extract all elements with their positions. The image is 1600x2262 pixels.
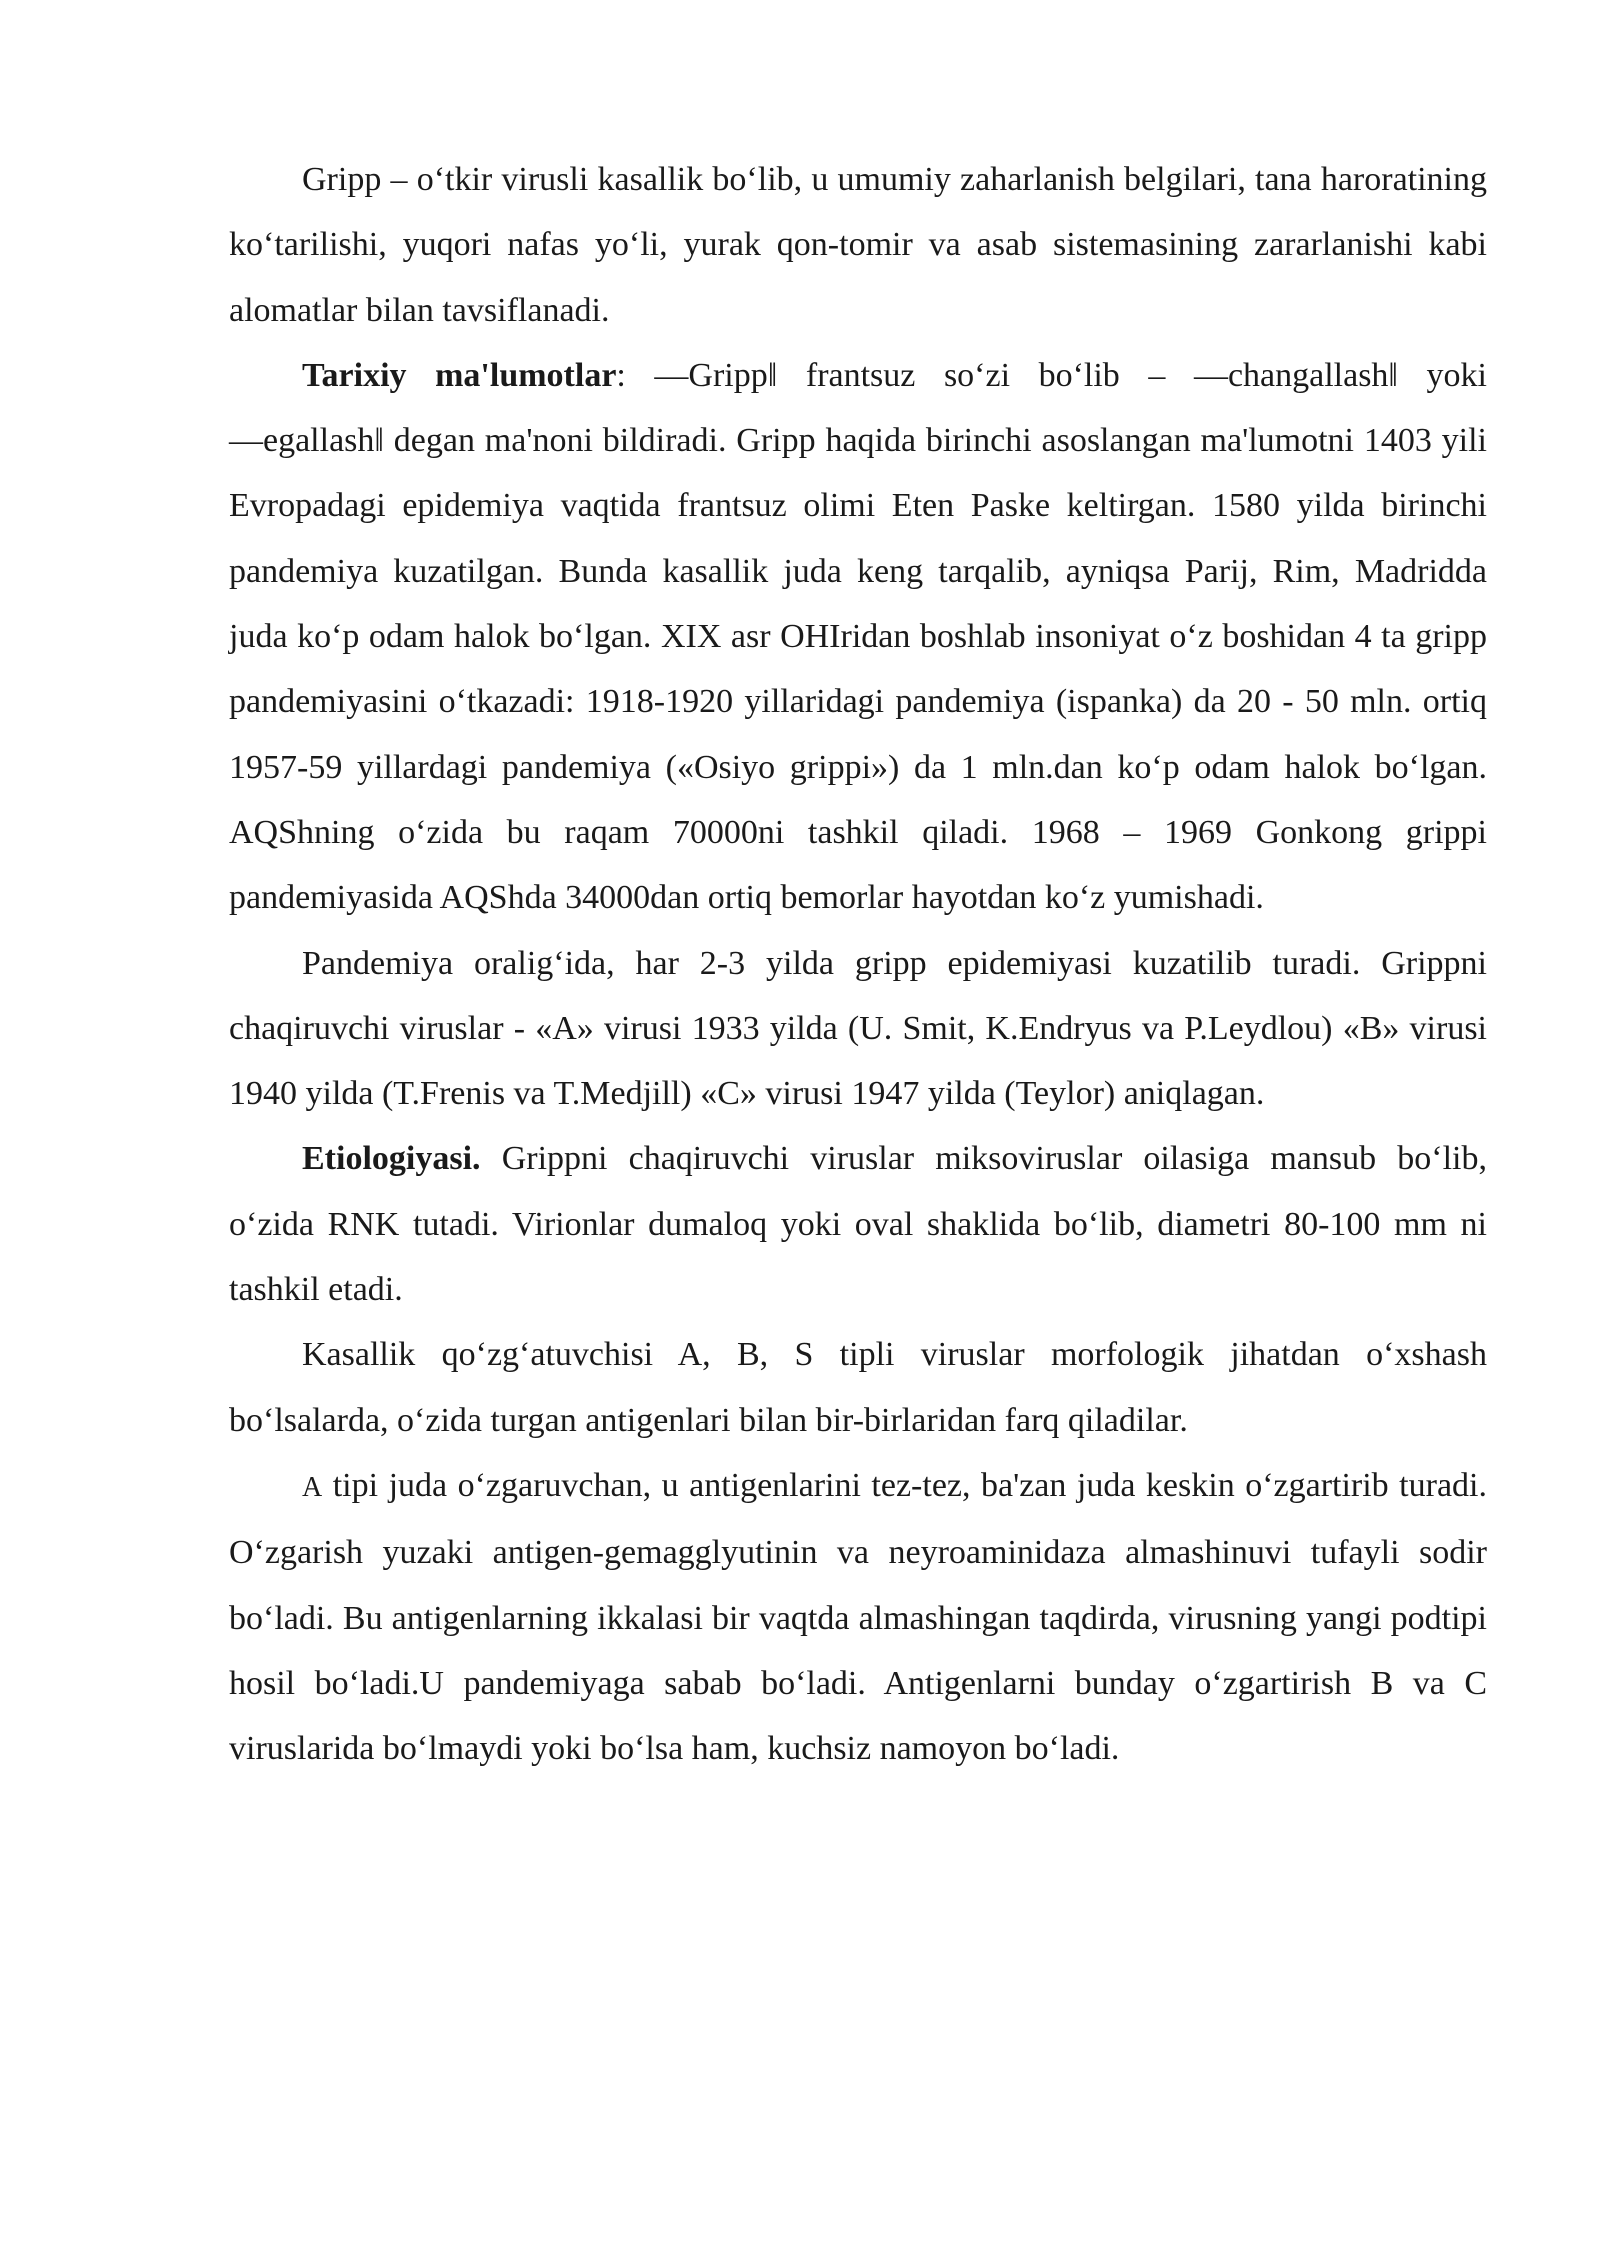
paragraph-etiology [229, 1126, 1487, 1322]
paragraph-text: Pandemiya oralig‘ida, har 2-3 yilda gripp epidemiyasi kuzatilib turadi. Grippni chaqiruvchi viruslar - «A» virusi 1933 yilda (U. Smit, K.Endryus va P.Leydlou) «B» virusi 1940 yilda (T.Frenis va T.Medjill) «C» virusi 1947 yilda (Teylor) aniqlagan. [229, 944, 1487, 1113]
paragraph-first-letter: A [302, 1471, 323, 1503]
paragraph-text: tipi juda o‘zgaruvchan, u antigenlarini tez-tez, ba'zan juda keskin o‘zgartirib turadi. O‘zgarish yuzaki antigen-gemagglyutinin va neyroaminidaza almashinuvi tufayli sodir bo‘ladi. Bu antigenlarning ikkalasi bir vaqtda almashingan taqdirda, virusning yangi podtipi hosil bo‘ladi.U pandemiyaga sabab bo‘ladi. Antigenlarni bunday o‘zgartirish B va C viruslarida bo‘lmaydi yoki bo‘lsa ham, kuchsiz namoyon bo‘ladi. [229, 1466, 1487, 1768]
section-heading-etiology: Etiologiyasi. [302, 1140, 481, 1178]
paragraph-text: Grippni chaqiruvchi viruslar miksoviruslar oilasiga mansub bo‘lib, o‘zida RNK tutadi. Virionlar dumaloq yoki oval shaklida bo‘lib, diametri 80-100 mm ni tashkil etadi. [229, 1140, 1487, 1309]
paragraph-type-a [229, 1453, 1487, 1781]
paragraph-pathogen-types [229, 1322, 1487, 1453]
paragraph-text: Gripp – o‘tkir virusli kasallik bo‘lib, u umumiy zaharlanish belgilari, tana haroratining ko‘tarilishi, yuqori nafas yo‘li, yurak qon-tomir va asab sistemasining zararlanishi kabi alomatlar bilan tavsiflanadi. [229, 161, 1487, 329]
section-heading-history: Tarixiy ma'lumotlar [302, 356, 617, 394]
paragraph-pandemic-interval [229, 931, 1487, 1127]
paragraph-intro [229, 147, 1487, 343]
paragraph-text: Kasallik qo‘zg‘atuvchisi A, B, S tipli viruslar morfologik jihatdan o‘xshash bo‘lsalarda, o‘zida turgan antigenlari bilan bir-birlaridan farq qiladilar. [229, 1336, 1487, 1439]
document-page [229, 147, 1487, 1781]
paragraph-text: : ―Gripp‖ frantsuz so‘zi bo‘lib – ―changallash‖ yoki ―egallash‖ degan ma'noni bildiradi. Gripp haqida birinchi asoslangan ma'lumotni 1403 yili Evropadagi epidemiya vaqtida frantsuz olimi Eten Paske keltirgan. 1580 yilda birinchi pandemiya kuzatilgan. Bunda kasallik juda keng tarqalib, ayniqsa Parij, Rim, Madridda juda ko‘p odam halok bo‘lgan. XIX asr OHIridan boshlab insoniyat o‘z boshidan 4 ta gripp pandemiyasini o‘tkazadi: 1918-1920 yillaridagi pandemiya (ispanka) da 20 - 50 mln. ortiq 1957-59 yillardagi pandemiya («Osiyo grippi») da 1 mln.dan ko‘p odam halok bo‘lgan. AQShning o‘zida bu raqam 70000ni tashkil qiladi. 1968 – 1969 Gonkong grippi pandemiyasida AQShda 34000dan ortiq bemorlar hayotdan ko‘z yumishadi. [229, 356, 1487, 917]
paragraph-history [229, 343, 1487, 931]
